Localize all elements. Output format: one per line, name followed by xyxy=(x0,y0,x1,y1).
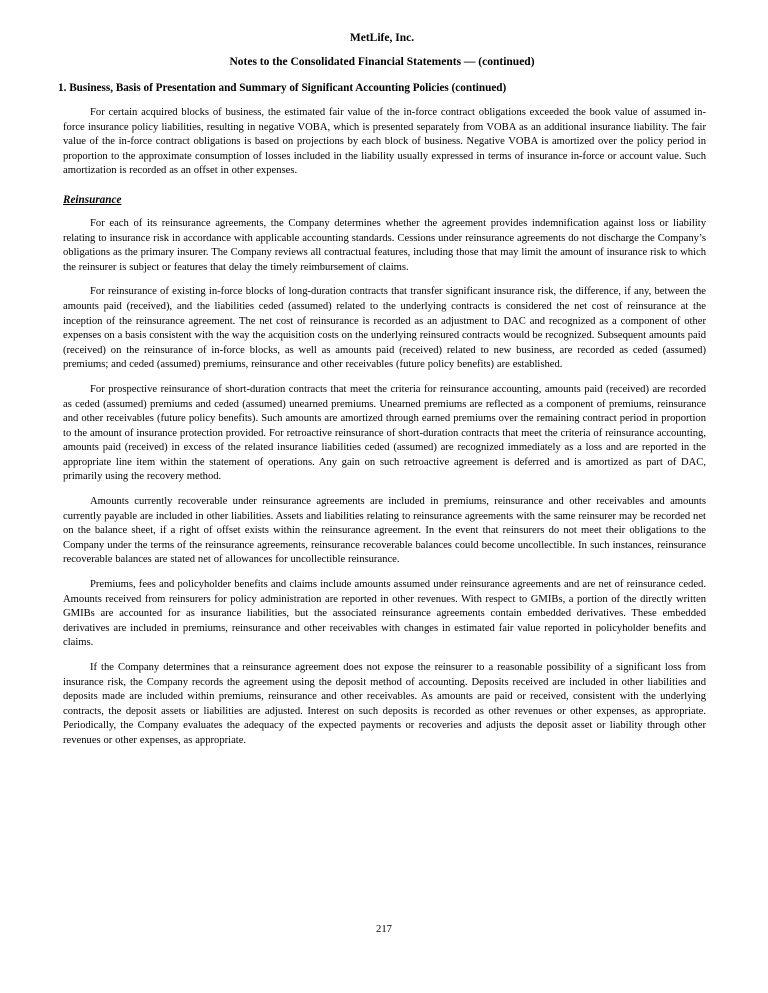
paragraph-premiums-fees-gmibs: Premiums, fees and policyholder benefits and claims include amounts assumed under reinsurance agreements and are net of reinsurance ceded. Amounts received from reinsurers for policy administration are reported in other revenues. With respect to GMIBs, a portion of the directly written GMIBs are accounted for as insurance liabilities, but the associated reinsurance agreements contain embedded derivatives. These embedded derivatives are included in premiums, reinsurance and other receivables with changes in estimated fair value reported in policyholder benefits and claims. xyxy=(63,579,706,649)
paragraph-reinsurance-in-force-blocks: For reinsurance of existing in-force blocks of long-duration contracts that transfer significant insurance risk, the difference, if any, between the amounts paid (received), and the liabilities ceded (assumed) related to the underlying contracts is considered the net cost of reinsurance at the inception of the reinsurance agreement. The net cost of reinsurance is recorded as an adjustment to DAC and recognized as a component of other expenses on a basis consistent with the way the acquisition costs on the underlying reinsured contracts would be recognized. Subsequent amounts paid (received) on the reinsurance of in-force blocks, as well as amounts paid (received) related to new business, are recorded as ceded (assumed) premiums; and ceded (assumed) premiums, reinsurance and other receivables (future policy benefits) are established. xyxy=(63,286,706,371)
paragraph-prospective-reinsurance: For prospective reinsurance of short-duration contracts that meet the criteria for reinsurance accounting, amounts paid (received) are recorded as ceded (assumed) premiums and ceded (assumed) unearned premiums. Unearned premiums are reflected as a component of premiums, reinsurance and other receivables (future policy benefits). Such amounts are amortized through earned premiums over the remaining contract period in proportion to the amount of insurance protection provided. For retroactive reinsurance of short-duration contracts that meet the criteria of reinsurance accounting, amounts paid (received) in excess of the related insurance liabilities ceded (assumed) are recognized immediately as a loss and are reported in the appropriate line item within the statement of operations. Any gain on such retroactive agreement is deferred and is amortized as part of DAC, primarily using the recovery method. xyxy=(63,383,706,483)
paragraph-deposit-method: If the Company determines that a reinsurance agreement does not expose the reinsurer to a reasonable possibility of a significant loss from insurance risk, the Company records the agreement using the deposit method of accounting. Deposits received are included in other liabilities and deposits made are included within premiums, reinsurance and other receivables. As amounts are paid or received, consistent with the underlying contracts, the deposit assets or liabilities are adjusted. Interest on such deposits is recorded as other revenues or other expenses, as appropriate. Periodically, the Company evaluates the adequacy of the expected payments or recoveries and adjusts the deposit asset or liability through other revenues or other expenses, as appropriate. xyxy=(63,662,706,746)
reinsurance-heading: Reinsurance xyxy=(63,193,122,206)
paragraph-negative-voba: For certain acquired blocks of business, the estimated fair value of the in-force contract obligations exceeded the book value of assumed in-force insurance policy liabilities, resulting in negative VOBA, which is presented separately from VOBA as an additional insurance liability. The fair value of the in-force contract obligations is based on projections by each block of business. Negative VOBA is amortized over the policy period in proportion to the approximate consumption of losses included in the liability usually expressed in terms of insurance in-force or account value. Such amortization is recorded as an offset in other expenses. xyxy=(63,107,706,177)
section-heading: 1. Business, Basis of Presentation and Summary of Significant Accounting Policies (continued) xyxy=(58,82,507,94)
paragraph-reinsurance-indemnification: For each of its reinsurance agreements, the Company determines whether the agreement provides indemnification against loss or liability relating to insurance risk in accordance with applicable accounting standards. Cessions under reinsurance agreements do not discharge the Company’s obligations as the primary insurer. The Company reviews all contractual features, including those that may limit the amount of insurance risk to which the reinsurer is subject or features that delay the timely reimbursement of claims. xyxy=(63,217,706,273)
paragraph-amounts-recoverable: Amounts currently recoverable under reinsurance agreements are included in premiums, reinsurance and other receivables and amounts currently payable are included in other liabilities. Assets and liabilities relating to reinsurance agreements with the same reinsurer may be recorded net on the balance sheet, if a right of offset exists within the reinsurance agreement. In the event that reinsurers do not meet their obligations to the Company under the terms of the reinsurance agreements, reinsurance recoverable balances could become uncollectible. In such instances, reinsurance recoverable balances are stated net of allowances for uncollectible reinsurance. xyxy=(63,496,706,566)
document-body xyxy=(58,106,706,749)
company-name: MetLife, Inc. xyxy=(349,32,415,44)
page-number: 217 xyxy=(376,924,392,935)
document-title: Notes to the Consolidated Financial Statements — (continued) xyxy=(229,56,535,68)
